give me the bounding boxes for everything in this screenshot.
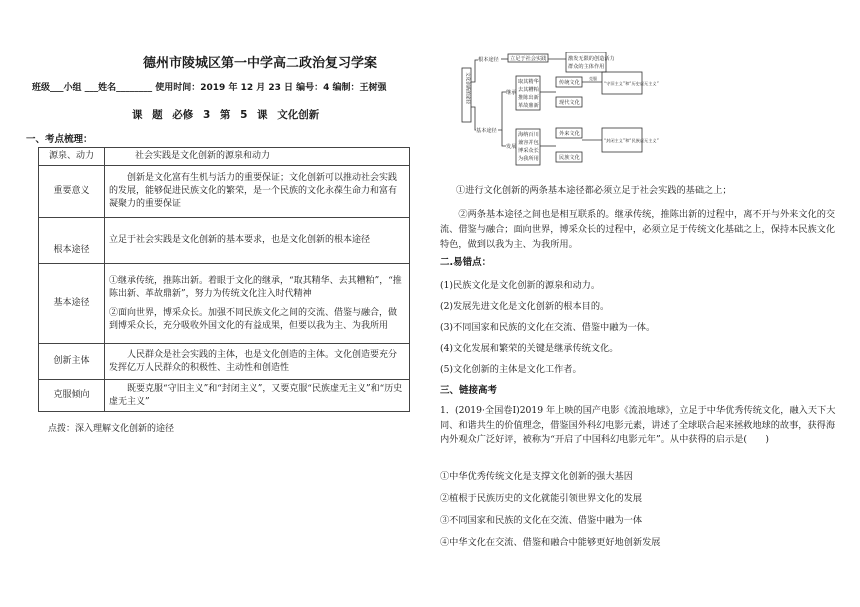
diagram-l1-basic: 基本途径 (476, 128, 497, 134)
diagram-root: 文化创新的途径 (464, 72, 470, 105)
diagram-l1-root: 根本途径 (478, 57, 499, 63)
option-2: ②植根于民族历史的文化就能引领世界文化的发展 (440, 493, 643, 504)
error-item: (4)文化发展和繁荣的关键是继承传统文化。 (440, 343, 619, 354)
row-key: 创新主体 (39, 344, 105, 380)
branch-b-mid-2: 民族文化 (559, 155, 580, 161)
note-1: ①进行文化创新的两条基本途径都必须立足于社会实践的基础之上； (456, 185, 732, 196)
error-item: (1)民族文化是文化创新的源泉和动力。 (440, 280, 601, 291)
table-row (39, 380, 410, 412)
option-1: ①中华优秀传统文化是支撑文化创新的强大基因 (440, 471, 633, 482)
row-value: 人民群众是社会实践的主体，也是文化创造的主体。文化创造要充分发挥亿万人民群众的积极性、主动性和创造性 (105, 344, 410, 380)
note-2: ②两条基本途径之间也是相互联系的。继承传统，推陈出新的过程中，离不开与外来文化的交流、借鉴与融合；面向世界，博采众长的过程中，必须立足于传统文化基础之上，保持本民族文化特色，做到以我为主、为我所用。 (440, 209, 836, 250)
section1-heading: 一、考点梳理： (26, 134, 93, 145)
row-value: 立足于社会实践是文化创新的基本要求，也是文化创新的根本途径 (105, 218, 410, 264)
option-4: ④中华文化在交流、借鉴和融合中能够更好地创新发展 (440, 537, 661, 548)
branch-a-mid-1: 传统文化 (559, 80, 580, 86)
path-1: ①继承传统，推陈出新。着眼于文化的继承，“取其精华、去其糟粕”，“推陈出新、革故鼎新”，努力为传统文化注入时代精神 (109, 275, 402, 299)
diagram-branch-a: 继承 (506, 90, 517, 96)
row-key: 源泉、动力 (39, 148, 105, 166)
path-2: ②面向世界，博采众长。加强不同民族文化之间的交流、借鉴与融合，做到博采众长，充分吸收外国文化的有益成果，但要以我为主、为我所用 (109, 307, 398, 331)
table-row (39, 148, 410, 166)
branch-a-item: 去其糟粕 (518, 87, 539, 93)
overcome-label: 克服 (589, 76, 597, 81)
diagram-root-result-1: 激发无限的创造活力 (568, 56, 615, 62)
table-row (39, 264, 410, 344)
row-key: 基本途径 (39, 264, 105, 344)
branch-b-item: 兼容并包 (518, 140, 539, 146)
option-3: ③不同国家和民族的文化在交流、借鉴中融为一体 (440, 515, 643, 526)
question-1: 1．(2019·全国卷Ⅰ)2019 年上映的国产电影《流浪地球》，立足于中华优秀传统文化，融入天下大同、和谐共生的价值理念，借鉴国外科幻电影元素，讲述了全球联合起来拯救地球的故事，获得海内外观众广泛好评，被称为“开启了中国科幻电影元年”。从中获得的启示是( ) (440, 405, 836, 445)
section2-heading: 二.易错点： (440, 257, 492, 268)
row-value: 社会实践是文化创新的源泉和动力 (105, 148, 410, 166)
knowledge-table (38, 147, 410, 412)
branch-b-result: “封闭主义”和“民族虚无主义” (604, 138, 659, 143)
branch-b-item: 博采众长 (518, 148, 539, 154)
page-title: 德州市陵城区第一中学高二政治复习学案 (142, 56, 377, 71)
diagram-root-path: 立足于社会实践 (510, 56, 547, 62)
row-key: 重要意义 (39, 166, 105, 218)
diagram-root-result-2: 群众的主体作用 (568, 64, 605, 70)
row-value: 创新是文化富有生机与活力的重要保证；文化创新可以推动社会实践的发展，能够促进民族文化的繁荣，是一个民族的文化永葆生命力和富有凝聚力的重要保证 (105, 166, 410, 218)
branch-a-item: 革故鼎新 (518, 103, 539, 109)
branch-b-mid-1: 外来文化 (559, 131, 580, 137)
diagram-svg (448, 52, 734, 172)
meta-line: 班级___小组 ___姓名________ 使用时间：2019 年 12 月 23 日 编号：4 编制：王树强 (32, 83, 387, 93)
branch-a-item: 推陈出新 (518, 95, 539, 101)
row-key: 根本途径 (39, 218, 105, 264)
row-value (105, 264, 410, 344)
branch-a-item: 取其精华 (518, 79, 539, 85)
branch-b-item: 为我所用 (518, 156, 539, 162)
error-item: (3)不同国家和民族的文化在交流、借鉴中融为一体。 (440, 322, 656, 333)
branch-b-item: 海纳百川 (518, 132, 539, 138)
tip-text: 点拨：深入理解文化创新的途径 (48, 424, 175, 434)
error-item: (5)文化创新的主体是文化工作者。 (440, 364, 582, 375)
diagram-branch-b: 发展 (506, 144, 517, 150)
row-key: 克服倾向 (39, 380, 105, 412)
branch-a-result: “守旧主义”和“历史虚无主义” (604, 81, 659, 86)
lesson-line: 课 题 必修 3 第 5 课 文化创新 (132, 109, 320, 121)
section3-heading: 三、链接高考 (440, 385, 498, 396)
table-row (39, 344, 410, 380)
error-item: (2)发展先进文化是文化创新的根本目的。 (440, 301, 610, 312)
row-value: 既要克服“守旧主义”和“封闭主义”，又要克服“民族虚无主义”和“历史虚无主义” (105, 380, 410, 412)
branch-a-mid-2: 现代文化 (559, 100, 580, 106)
table-row (39, 166, 410, 218)
table-row (39, 218, 410, 264)
innovation-path-diagram (448, 52, 734, 172)
